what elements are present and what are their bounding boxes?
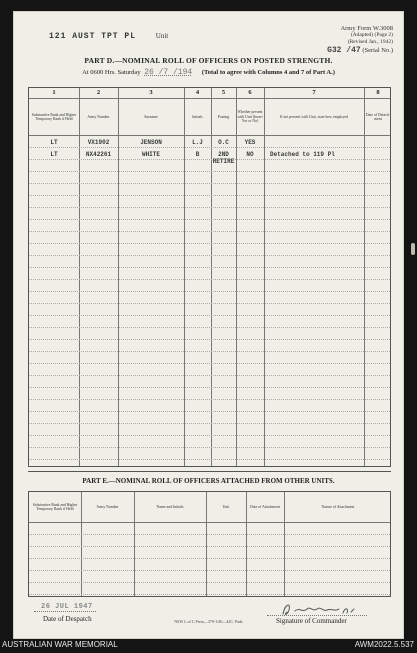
- row-rule: [29, 315, 390, 316]
- column-number: 6: [248, 89, 252, 96]
- row-rule: [29, 171, 390, 172]
- part-e-title: PART E.—NOMINAL ROLL OF OFFICERS ATTACHED FROM OTHER UNITS.: [82, 477, 335, 485]
- column-header: Army Number: [87, 114, 110, 119]
- cell-posting: O.C: [218, 139, 229, 146]
- cell-initials: L.J: [192, 139, 203, 146]
- cell-date: [364, 151, 392, 160]
- at-date: 26 /7 /194: [144, 68, 193, 77]
- column-header: Nature of Attachment: [321, 504, 355, 509]
- cell-rank: LT: [50, 139, 58, 146]
- form-ref-line-1: Army Form W.3008: [340, 25, 393, 32]
- cell-surname: JENSON: [140, 139, 162, 146]
- form-ref-line-3: (Revised Jan., 1942): [347, 38, 393, 45]
- part-d-date-line: [14, 68, 403, 77]
- row-rule: [29, 339, 390, 340]
- column-number: 8: [376, 89, 380, 96]
- row-rule: [29, 303, 390, 304]
- row-rule: [29, 207, 390, 208]
- at-suffix: (Total to agree with Columns 4 and 7 of Part A.): [201, 69, 335, 76]
- cell-number: NX42261: [85, 151, 112, 158]
- part-d-table: [28, 87, 391, 467]
- row-rule: [29, 219, 390, 220]
- cell-posting: 2ND: [218, 151, 229, 158]
- signature-label: Signature of Commander: [276, 617, 347, 625]
- header-rule: [29, 135, 390, 136]
- column-header: Surname: [144, 114, 158, 119]
- column-number: 3: [149, 89, 153, 96]
- unit-label: Unit: [155, 32, 169, 40]
- column-header: Unit: [222, 504, 230, 509]
- row-rule: [29, 459, 390, 460]
- column-number: 4: [195, 89, 200, 96]
- column-number: 7: [312, 89, 316, 96]
- printer-note: NSW L of C Press—379-1/46—42C. Pads: [174, 619, 243, 624]
- row-rule: [29, 327, 390, 328]
- column-header: Whether present with Unit (Insert Yes or No): [237, 110, 263, 124]
- column-header: Substantive Rank and Higher Temporary Rank if Held: [31, 112, 77, 121]
- credit-institution: AUSTRALIAN WAR MEMORIAL: [2, 640, 118, 649]
- unit-value: 121 AUST TPT PL: [49, 32, 137, 41]
- row-rule: [29, 423, 390, 424]
- row-rule: [29, 267, 390, 268]
- part-e-table: [28, 491, 391, 597]
- row-rule: [29, 243, 390, 244]
- serial-number: [327, 46, 393, 55]
- row-rule: [29, 435, 390, 436]
- row-rule: [29, 534, 390, 535]
- cell-present: NO: [246, 151, 254, 158]
- column-header: Posting: [217, 114, 230, 119]
- row-rule: [29, 447, 390, 448]
- column-header: Date of Attachment: [250, 504, 280, 509]
- cell-posting-line-2: RETIRE: [212, 158, 235, 165]
- column-number: 5: [221, 89, 226, 96]
- column-number: 2: [96, 89, 101, 96]
- row-rule: [29, 387, 390, 388]
- row-rule: [29, 255, 390, 256]
- despatch-date-stamp: 26 JUL 1947: [41, 603, 93, 611]
- column-header: Name and Initials: [156, 504, 184, 509]
- part-d-title: PART D.—NOMINAL ROLL OF OFFICERS ON POSTED STRENGTH.: [84, 56, 333, 65]
- despatch-rule: [34, 611, 96, 612]
- row-rule: [29, 363, 390, 364]
- column-header: Date of Detach-ment: [365, 112, 391, 121]
- credit-accession: AWM2022.5.537: [354, 640, 414, 649]
- row-rule: [29, 594, 390, 595]
- cell-rank: LT: [50, 151, 58, 158]
- column-header: If not present with Unit, state how employed: [280, 114, 348, 119]
- row-rule: [29, 183, 390, 184]
- row-rule: [29, 375, 390, 376]
- row-rule: [29, 195, 390, 196]
- serial-label: (Serial No.): [362, 47, 393, 54]
- column-rule: [264, 88, 265, 466]
- serial-value: G32 /47: [327, 46, 361, 55]
- column-number: 1: [52, 89, 56, 96]
- section-divider: [28, 471, 391, 472]
- form-reference: [283, 26, 393, 45]
- row-rule: [29, 582, 390, 583]
- binder-tab: [411, 243, 415, 255]
- row-rule: [29, 351, 390, 352]
- cell-employed: Detached to 119 Pl: [270, 151, 335, 158]
- cell-surname: WHITE: [141, 151, 160, 158]
- form-sheet: [13, 11, 404, 639]
- column-header: Substantive Rank and Higher Temporary Rank if Held: [32, 502, 78, 511]
- cell-date: [364, 139, 392, 148]
- cell-number: VX1902: [87, 139, 110, 146]
- cell-present: YES: [244, 139, 256, 146]
- header-rule: [29, 522, 390, 523]
- row-rule: [29, 399, 390, 400]
- row-rule: [29, 291, 390, 292]
- row-rule: [29, 231, 390, 232]
- at-prefix: At 0600 Hrs. Saturday: [82, 69, 141, 76]
- row-rule: [29, 570, 390, 571]
- row-rule: [29, 279, 390, 280]
- despatch-label: Date of Despatch: [43, 615, 92, 623]
- form-ref-line-2: (Adapted) (Page 2): [350, 32, 393, 39]
- column-header: Army Number: [96, 504, 119, 509]
- column-header: Initials: [192, 114, 203, 119]
- unit-line: [49, 32, 168, 41]
- row-rule: [29, 411, 390, 412]
- row-rule: [29, 546, 390, 547]
- row-rule: [29, 558, 390, 559]
- signature-rule: [267, 615, 367, 616]
- cell-employed: [270, 139, 364, 148]
- cell-initials: B: [195, 151, 200, 158]
